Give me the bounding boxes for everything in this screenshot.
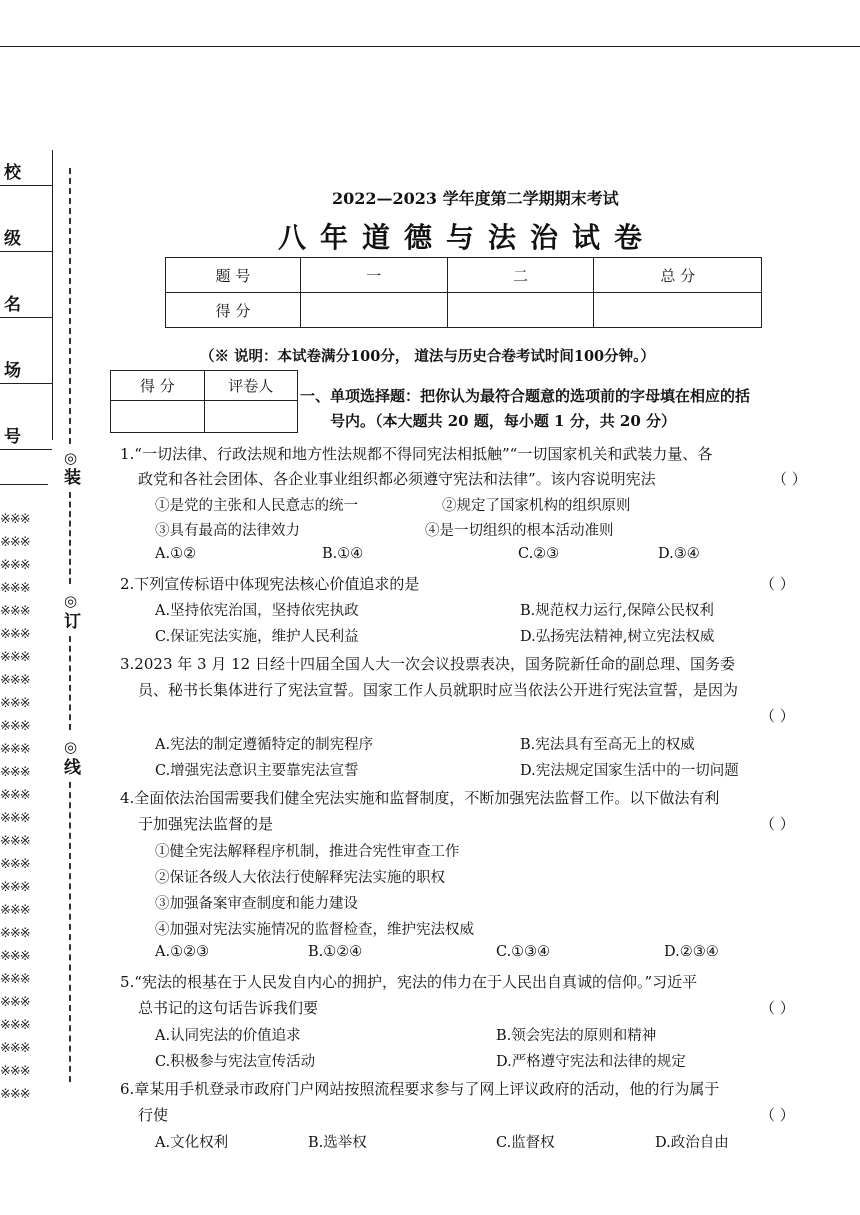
strip-divider [0,484,48,485]
label-name: 名 [4,295,21,315]
page-top-rule [0,46,860,47]
question-5-line-2: 总书记的这句话告诉我们要 [138,999,319,1017]
score-table-score-row [166,293,762,328]
label-number: 号 [4,427,21,447]
question-3-line-1: 3.2023 年 3 月 12 日经十四届全国人大一次会议投票表决，国务院新任命的副总理、国务委 [120,655,735,673]
exam-note: （※ 说明：本试卷满分100分， 道法与历史合卷考试时间100分钟。） [200,348,655,365]
option-d: D.弘扬宪法精神,树立宪法权威 [520,629,715,645]
xmark-row: ※※※ [0,558,30,573]
option-a: A.宪法的制定遵循特定的制宪程序 [155,737,374,753]
statement-4: ④是一切组织的根本活动准则 [425,523,614,539]
score-header-cell: 总 分 [594,258,762,293]
option-a: A.①②③ [155,944,210,960]
question-3-line-2: 员、秘书长集体进行了宪法宣誓。国家工作人员就职时应当依法公开进行宪法宣誓，是因为 [138,681,739,699]
score-cell[interactable] [594,293,762,328]
exam-title: 八年道德与法治试卷 [278,221,657,254]
option-c: C.保证宪法实施，维护人民利益 [155,629,359,645]
xmark-row: ※※※ [0,857,30,872]
option-b: B.领会宪法的原则和精神 [496,1028,657,1044]
xmark-row: ※※※ [0,811,30,826]
score-cell[interactable] [300,293,447,328]
score-table [165,257,762,328]
xmark-row: ※※※ [0,581,30,596]
option-b: B.①②④ [308,944,363,960]
statement-2: ②规定了国家机构的组织原则 [442,498,631,514]
label-school: 校 [4,163,21,183]
grader-score-cell[interactable] [111,401,205,433]
ring-mark-1: ◎ [64,449,78,467]
bind-char-zhuang: 装 [64,468,81,488]
xmark-row: ※※※ [0,926,30,941]
xmark-row: ※※※ [0,604,30,619]
binding-dash-2 [69,492,79,584]
option-b: B.①④ [322,546,364,562]
option-a: A.文化权利 [155,1135,229,1151]
option-c: C.②③ [518,546,560,562]
answer-paren-3[interactable]: （ ） [760,707,795,725]
option-b: B.选举权 [308,1135,367,1151]
bind-char-xian: 线 [64,758,81,778]
score-header-cell: 一 [300,258,447,293]
statement-3: ③具有最高的法律效力 [155,523,300,539]
xmark-row: ※※※ [0,1064,30,1079]
score-row-label: 得 分 [166,293,301,328]
name-underline [0,317,52,318]
grader-name-cell[interactable] [204,401,298,433]
option-a: A.①② [155,546,197,562]
option-a: A.坚持依宪治国，坚持依宪执政 [155,603,359,619]
binding-dash-1 [69,168,79,444]
ring-mark-3: ◎ [64,738,78,756]
question-4-line-1: 4.全面依法治国需要我们健全宪法实施和监督制度，不断加强宪法监督工作。以下做法有利 [120,789,720,807]
option-c: C.积极参与宪法宣传活动 [155,1054,316,1070]
class-underline [0,251,52,252]
question-5-line-1: 5.“宪法的根基在于人民发自内心的拥护，宪法的伟力在于人民出自真诚的信仰。”习近平 [120,973,698,991]
xmark-row: ※※※ [0,903,30,918]
statement-1: ①健全宪法解释程序机制，推进合宪性审查工作 [155,844,460,860]
exam-subtitle: 2022—2023 学年度第二学期期末考试 [332,189,619,208]
label-class: 级 [4,229,21,249]
answer-paren-5[interactable]: （ ） [760,999,795,1017]
question-2-line-1: 2.下列宣传标语中体现宪法核心价值追求的是 [120,575,420,593]
option-d: D.②③④ [664,944,719,960]
option-d: D.③④ [658,546,700,562]
binding-dash-3 [69,636,79,730]
xmark-row: ※※※ [0,834,30,849]
xmark-row: ※※※ [0,880,30,895]
room-underline [0,383,52,384]
xmark-row: ※※※ [0,650,30,665]
question-1-line-1: 1.“一切法律、行政法规和地方性法规都不得同宪法相抵触”“一切国家机关和武装力量、各 [120,445,713,463]
answer-paren-4[interactable]: （ ） [760,815,795,833]
binding-vertical-rule [52,150,53,440]
number-underline [0,449,52,450]
section1-subtitle: 号内。（本大题共 20 题，每小题 1 分，共 20 分） [330,412,677,430]
xmark-row: ※※※ [0,627,30,642]
binding-dash-4 [69,782,79,1082]
option-b: B.宪法具有至高无上的权威 [520,737,695,753]
option-c: C.监督权 [496,1135,555,1151]
xmark-row: ※※※ [0,788,30,803]
question-6-line-2: 行使 [138,1106,169,1124]
score-header-cell: 题 号 [166,258,301,293]
answer-paren-6[interactable]: （ ） [760,1106,795,1124]
grader-label: 评卷人 [204,371,298,401]
answer-paren-2[interactable]: （ ） [760,575,795,593]
xmark-row: ※※※ [0,512,30,527]
label-room: 场 [4,361,21,381]
ring-mark-2: ◎ [64,592,78,610]
bind-char-ding: 订 [64,612,81,632]
option-d: D.严格遵守宪法和法律的规定 [496,1054,686,1070]
xmark-row: ※※※ [0,719,30,734]
section1-title: 一、单项选择题：把你认为最符合题意的选项前的字母填在相应的括 [300,387,751,405]
question-4-line-2: 于加强宪法监督的是 [138,815,274,833]
option-d: D.政治自由 [655,1135,729,1151]
xmark-row: ※※※ [0,673,30,688]
grader-score-label: 得 分 [111,371,205,401]
score-header-cell: 二 [447,258,594,293]
score-table-header-row [166,258,762,293]
xmark-row: ※※※ [0,995,30,1010]
xmark-row: ※※※ [0,742,30,757]
statement-3: ③加强备案审查制度和能力建设 [155,896,358,912]
xmark-row: ※※※ [0,972,30,987]
score-cell[interactable] [447,293,594,328]
statement-4: ④加强对宪法实施情况的监督检查，维护宪法权威 [155,922,474,938]
question-6-line-1: 6.章某用手机登录市政府门户网站按照流程要求参与了网上评议政府的活动，他的行为属于 [120,1080,720,1098]
xmark-row: ※※※ [0,1087,30,1102]
xmark-row: ※※※ [0,949,30,964]
xmark-row: ※※※ [0,1041,30,1056]
xmark-row: ※※※ [0,1018,30,1033]
xmark-row: ※※※ [0,696,30,711]
statement-2: ②保证各级人大依法行使解释宪法实施的职权 [155,870,445,886]
xmark-row: ※※※ [0,765,30,780]
option-b: B.规范权力运行,保障公民权利 [520,603,714,619]
grader-table [110,370,298,433]
school-underline [0,185,52,186]
statement-1: ①是党的主张和人民意志的统一 [155,498,358,514]
option-d: D.宪法规定国家生活中的一切问题 [520,763,739,779]
xmark-row: ※※※ [0,535,30,550]
answer-paren-1[interactable]: （ ） [772,470,807,488]
question-1-line-2: 政党和各社会团体、各企业事业组织都必须遵守宪法和法律”。该内容说明宪法 [138,470,656,488]
option-c: C.增强宪法意识主要靠宪法宣誓 [155,763,359,779]
option-a: A.认同宪法的价值追求 [155,1028,301,1044]
option-c: C.①③④ [496,944,551,960]
